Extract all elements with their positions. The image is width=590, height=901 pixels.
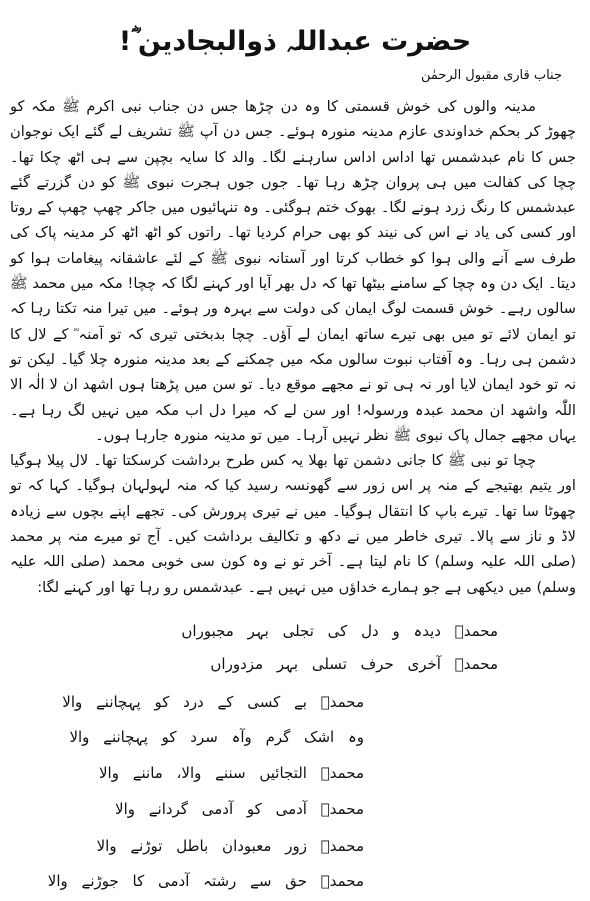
author-line: جناب قاری مقبول الرحمٰن (420, 68, 562, 83)
verse-line: محمدؐ دیدہ و دل کی تجلی بہر مجبوراں (181, 622, 498, 640)
verse-line: وہ اشک گرم وآہ سرد کو پہچاننے والا (69, 728, 364, 746)
article-title: حضرت عبداللہ ذوالبجادین ؓ! (118, 26, 472, 57)
verse-line: محمدؐ التجائیں سننے والا، ماننے والا (98, 764, 364, 782)
verse-line: محمدؐ زور معبودان باطل توڑنے والا (96, 837, 364, 855)
paragraph: چچا تو نبی ﷺ کا جانی دشمن تھا بھلا یہ کس طرح برداشت کرسکتا تھا۔ لال پیلا ہوگیا اور یتیم بھتیجے کے منہ پر اس زور سے گھونسہ رسید کیا کہ منہ لہولہان ہوگیا۔ کہا کہ تو چھوٹا سا تھا۔ تیرے باپ کا انتقال ہوگیا۔ میں نے تیری پرورش کی۔ تجھے اپنے بچوں سے زیادہ لاڈ و ناز سے پالا۔ تیری خاطر میں نے دکھ و تکالیف برداشت کیں۔ آج تو میرے منہ پر محمد (صلی اللہ علیہ وسلم) کا نام لیتا ہے۔ آخر تو نے وہ کون سی خوبی محمد (صلی اللہ علیہ وسلم) میں دیکھی ہے جو ہمارے خداؤں میں نہیں ہے۔ عبدشمس رو رہا تھا اور کہنے لگا: (10, 452, 576, 596)
verse-line: محمدؐ حق سے رشتہ آدمی کا جوڑنے والا (47, 872, 364, 890)
verse-line: محمدؐ بے کسی کے درد کو پہچاننے والا (62, 693, 364, 711)
article-body (10, 94, 576, 600)
verse-line: محمدؐ آدمی کو آدمی گردانے والا (115, 800, 364, 818)
verse-line: محمدؐ آخری حرف تسلی بہر مزدوراں (210, 655, 498, 673)
paragraph: مدینہ والوں کی خوش قسمتی کا وہ دن چڑھا جس دن جناب نبی اکرم ﷺ مکہ کو چھوڑ کر بحکم خداوندی عازم مدینہ منورہ ہوئے۔ جس دن آپ ﷺ تشریف لے گئے ایک نوجوان جس کا نام عبدشمس تھا اداس اداس سارہنے لگا۔ والد کا سایہ بچپن سے ہی اٹھ چکا تھا۔ چچا کی کفالت میں ہی پروان چڑھ رہا تھا۔ جوں جوں ہجرت نبوی ﷺ کو دن گزرتے گئے عبدشمس کا رنگ زرد ہونے لگا۔ بھوک ختم ہوگئی۔ وہ تنہائیوں میں جاکر چھپ چھپ کے روتا اور کسی کی یاد نے اس کی نیند کو بھی حرام کردیا تھا۔ راتوں کو اٹھ اٹھ کر مدینہ پاک کی طرف سے آنے والی ہوا کو خطاب کرتا اور آستانہ نبوی ﷺ کے لئے عاشقانہ پیغامات ہوا کو دیتا۔ ایک دن وہ چچا کے سامنے بیٹھا تھا کہ دل بھر آیا اور کہنے لگا کہ چچا! مکہ میں محمد ﷺ سالوں رہے۔ خوش قسمت لوگ ایمان کی دولت سے بہرہ ور ہوئے۔ میں تیرا منہ تکتا رہا کہ تو ایمان لائے تو میں بھی تیرے ساتھ ایمان لے آؤں۔ چچا بدبختی تیری کہ تو آمنہ ؓ کے لال کا دشمن ہی رہا۔ وہ آفتاب نبوت سالوں مکہ میں چمکنے کے بعد مدینہ منورہ چلا گیا۔ لیکن تو نہ تو خود ایمان لایا اور نہ ہی تو نے مجھے موقع دیا۔ تو سن میں پڑھتا ہوں اشھد ان لا الٰہ الا اللّٰہ واشھد ان محمد عبدہ ورسولہ! اور سن لے کہ میرا دل اب مکہ میں نہیں لگ رہا ہے۔ یہاں مجھے جمال پاک نبوی ﷺ نظر نہیں آرہا۔ میں تو مدینہ منورہ جارہا ہوں۔ (10, 98, 576, 444)
